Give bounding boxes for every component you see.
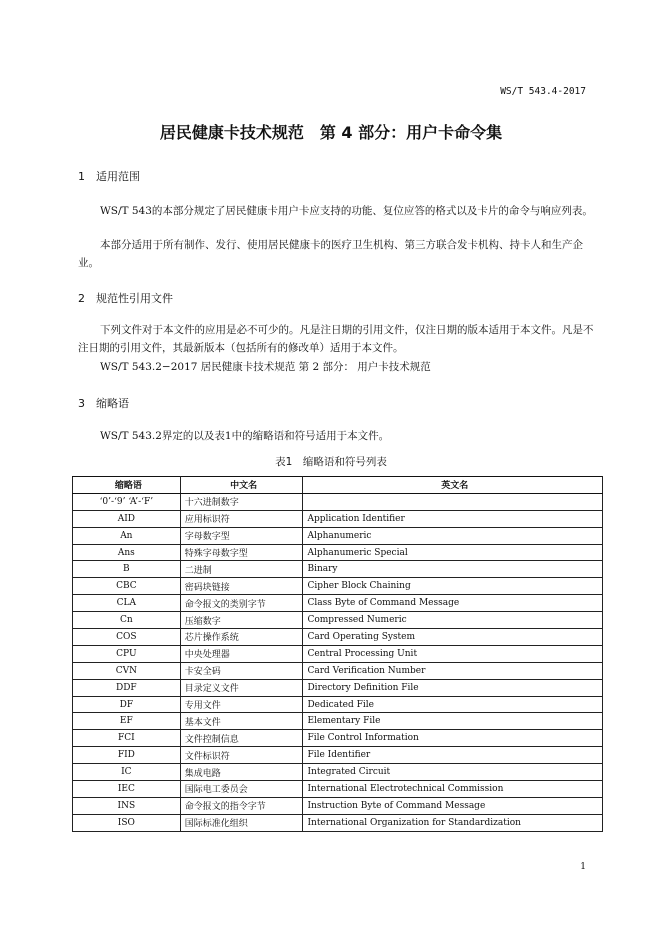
cell-chinese-name: 集成电路: [180, 764, 303, 781]
table-row: [73, 612, 603, 629]
cell-chinese-name: 专用文件: [180, 696, 303, 713]
cell-abbreviation: ‘0’-‘9’ ‘A’-‘F’: [73, 493, 181, 510]
table-row: [73, 679, 603, 696]
cell-chinese-name: 密码块链接: [180, 578, 303, 595]
cell-abbreviation: CBC: [73, 578, 181, 595]
section-1-heading: [78, 168, 140, 184]
cell-abbreviation: IEC: [73, 781, 181, 798]
section-title: 适用范围: [96, 170, 140, 183]
cell-english-name: Alphanumeric Special: [303, 544, 603, 561]
cell-chinese-name: 十六进制数字: [180, 493, 303, 510]
table-header-row: [73, 477, 603, 494]
section-2-heading: [78, 290, 173, 306]
cell-english-name: Instruction Byte of Command Message: [303, 797, 603, 814]
cell-abbreviation: DF: [73, 696, 181, 713]
cell-chinese-name: 应用标识符: [180, 510, 303, 527]
table-row: [73, 578, 603, 595]
cell-chinese-name: 文件标识符: [180, 747, 303, 764]
table-row: [73, 527, 603, 544]
cell-abbreviation: INS: [73, 797, 181, 814]
cell-chinese-name: 字母数字型: [180, 527, 303, 544]
cell-english-name: International Organization for Standardization: [303, 814, 603, 831]
table-row: [73, 696, 603, 713]
cell-abbreviation: EF: [73, 713, 181, 730]
table-row: [73, 797, 603, 814]
table-row: [73, 730, 603, 747]
cell-english-name: Cipher Block Chaining: [303, 578, 603, 595]
cell-english-name: Card Verification Number: [303, 662, 603, 679]
cell-abbreviation: AID: [73, 510, 181, 527]
cell-abbreviation: COS: [73, 629, 181, 646]
cell-english-name: Elementary File: [303, 713, 603, 730]
document-title: 居民健康卡技术规范 第 4 部分：用户卡命令集: [159, 123, 503, 142]
cell-english-name: Alphanumeric: [303, 527, 603, 544]
cell-chinese-name: 国际标准化组织: [180, 814, 303, 831]
cell-chinese-name: 芯片操作系统: [180, 629, 303, 646]
column-header-chinese-name: 中文名: [180, 477, 303, 494]
table-row: [73, 544, 603, 561]
column-header-english-name: 英文名: [303, 477, 603, 494]
cell-abbreviation: FID: [73, 747, 181, 764]
section-number: 1: [78, 170, 85, 183]
table-row: [73, 747, 603, 764]
cell-english-name: File Identifier: [303, 747, 603, 764]
column-header-abbreviation: 缩略语: [73, 477, 181, 494]
cell-abbreviation: CLA: [73, 595, 181, 612]
section-3-paragraph-1: WS/T 543.2界定的以及表1中的缩略语和符号适用于本文件。: [100, 430, 390, 442]
section-2-paragraph-1: [78, 321, 602, 357]
cell-chinese-name: 国际电工委员会: [180, 781, 303, 798]
cell-english-name: Card Operating System: [303, 629, 603, 646]
paragraph-text: WS/T 543的本部分规定了居民健康卡用户卡应支持的功能、复位应答的格式以及卡片的命令与响应列表。: [100, 205, 593, 217]
table-row: [73, 595, 603, 612]
cell-abbreviation: CPU: [73, 645, 181, 662]
table-row: [73, 645, 603, 662]
table-row: [73, 629, 603, 646]
cell-english-name: International Electrotechnical Commission: [303, 781, 603, 798]
normative-reference: WS/T 543.2−2017 居民健康卡技术规范 第 2 部分： 用户卡技术规范: [100, 361, 431, 373]
cell-abbreviation: DDF: [73, 679, 181, 696]
page-number: 1: [580, 862, 586, 872]
table-row: [73, 510, 603, 527]
cell-english-name: Directory Definition File: [303, 679, 603, 696]
section-number: 3: [78, 397, 85, 410]
cell-abbreviation: Ans: [73, 544, 181, 561]
document-code: WS/T 543.4-2017: [500, 86, 586, 97]
table-row: [73, 493, 603, 510]
section-1-paragraph-1: [78, 202, 602, 220]
cell-abbreviation: ISO: [73, 814, 181, 831]
cell-chinese-name: 文件控制信息: [180, 730, 303, 747]
cell-chinese-name: 命令报文的类别字节: [180, 595, 303, 612]
cell-chinese-name: 卡安全码: [180, 662, 303, 679]
cell-english-name: Integrated Circuit: [303, 764, 603, 781]
abbreviation-table: [72, 476, 603, 832]
cell-abbreviation: An: [73, 527, 181, 544]
section-title: 规范性引用文件: [96, 292, 173, 305]
cell-chinese-name: 中央处理器: [180, 645, 303, 662]
section-3-heading: [78, 395, 129, 411]
cell-abbreviation: FCI: [73, 730, 181, 747]
cell-english-name: Dedicated File: [303, 696, 603, 713]
cell-abbreviation: Cn: [73, 612, 181, 629]
cell-chinese-name: 二进制: [180, 561, 303, 578]
cell-chinese-name: 命令报文的指令字节: [180, 797, 303, 814]
section-1-paragraph-2: [78, 236, 602, 272]
cell-abbreviation: CVN: [73, 662, 181, 679]
cell-english-name: File Control Information: [303, 730, 603, 747]
paragraph-text: 本部分适用于所有制作、发行、使用居民健康卡的医疗卫生机构、第三方联合发卡机构、持卡人和生产企业。: [78, 239, 583, 269]
table-caption: 表1 缩略语和符号列表: [275, 456, 387, 468]
cell-english-name: Central Processing Unit: [303, 645, 603, 662]
cell-english-name: [303, 493, 603, 510]
cell-english-name: Application Identifier: [303, 510, 603, 527]
cell-chinese-name: 基本文件: [180, 713, 303, 730]
section-number: 2: [78, 292, 85, 305]
table-row: [73, 764, 603, 781]
cell-abbreviation: IC: [73, 764, 181, 781]
table-row: [73, 662, 603, 679]
cell-chinese-name: 压缩数字: [180, 612, 303, 629]
cell-chinese-name: 特殊字母数字型: [180, 544, 303, 561]
table-row: [73, 781, 603, 798]
table-row: [73, 561, 603, 578]
cell-chinese-name: 目录定义文件: [180, 679, 303, 696]
table-row: [73, 713, 603, 730]
cell-abbreviation: B: [73, 561, 181, 578]
cell-english-name: Class Byte of Command Message: [303, 595, 603, 612]
section-title: 缩略语: [96, 397, 129, 410]
cell-english-name: Compressed Numeric: [303, 612, 603, 629]
cell-english-name: Binary: [303, 561, 603, 578]
paragraph-text: 下列文件对于本文件的应用是必不可少的。凡是注日期的引用文件，仅注日期的版本适用于本文件。凡是不注日期的引用文件，其最新版本（包括所有的修改单）适用于本文件。: [78, 324, 594, 354]
table-row: [73, 814, 603, 831]
